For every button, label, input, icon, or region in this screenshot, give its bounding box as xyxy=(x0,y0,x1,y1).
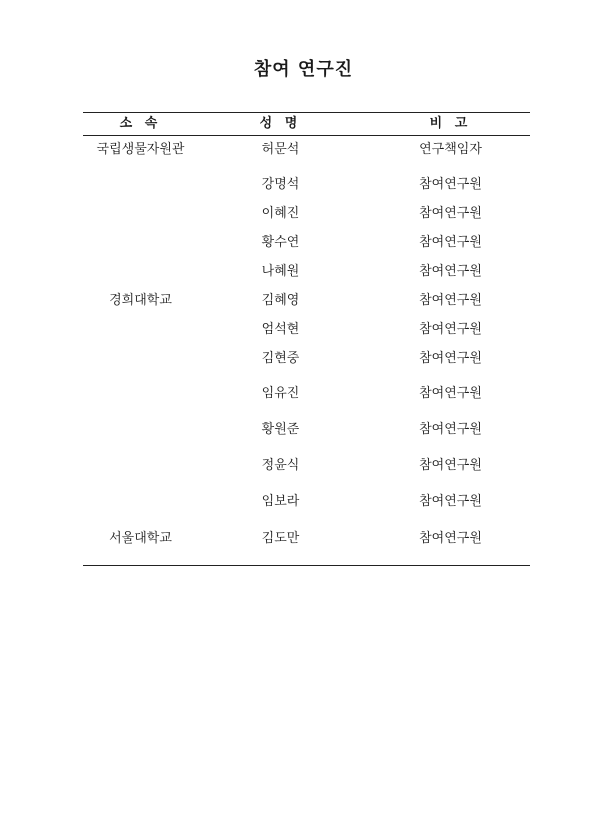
table-row xyxy=(83,287,530,316)
name-cell: 황수연 xyxy=(261,235,300,250)
name-cell: 김혜영 xyxy=(261,293,300,308)
researchers-table xyxy=(83,112,530,566)
affiliation-cell: 서울대학교 xyxy=(109,531,172,546)
table-row xyxy=(83,229,530,258)
name-cell: 엄석현 xyxy=(261,322,300,337)
name-cell: 임보라 xyxy=(261,494,300,509)
note-cell: 참여연구원 xyxy=(419,386,482,401)
note-cell: 참여연구원 xyxy=(419,293,482,308)
table-row xyxy=(83,258,530,287)
table-row xyxy=(83,521,530,565)
name-cell: 이혜진 xyxy=(261,206,300,221)
note-cell: 참여연구원 xyxy=(419,351,482,366)
name-cell: 김현중 xyxy=(261,351,300,366)
name-cell: 정윤식 xyxy=(261,458,300,473)
name-cell: 임유진 xyxy=(261,386,300,401)
note-cell: 참여연구원 xyxy=(419,422,482,437)
table-row xyxy=(83,377,530,413)
header-name: 성 명 xyxy=(259,116,302,131)
affiliation-cell: 국립생물자원관 xyxy=(96,142,185,157)
table-row xyxy=(83,200,530,229)
note-cell: 참여연구원 xyxy=(419,177,482,192)
table-header xyxy=(83,113,530,136)
name-cell: 나혜원 xyxy=(261,264,300,279)
header-affiliation: 소 속 xyxy=(119,116,162,131)
table-row xyxy=(83,136,530,171)
note-cell: 연구책임자 xyxy=(419,142,482,157)
header-note: 비 고 xyxy=(429,116,472,131)
name-cell: 허문석 xyxy=(261,142,300,157)
affiliation-cell: 경희대학교 xyxy=(109,293,172,308)
note-cell: 참여연구원 xyxy=(419,531,482,546)
table-row xyxy=(83,345,530,377)
table-row xyxy=(83,316,530,345)
name-cell: 김도만 xyxy=(261,531,300,546)
name-cell: 황원준 xyxy=(261,422,300,437)
table-row xyxy=(83,413,530,449)
table-row xyxy=(83,449,530,485)
note-cell: 참여연구원 xyxy=(419,206,482,221)
table-row xyxy=(83,171,530,200)
note-cell: 참여연구원 xyxy=(419,235,482,250)
page-title: 참여 연구진 xyxy=(253,59,354,80)
note-cell: 참여연구원 xyxy=(419,264,482,279)
note-cell: 참여연구원 xyxy=(419,322,482,337)
note-cell: 참여연구원 xyxy=(419,458,482,473)
table-row xyxy=(83,485,530,521)
note-cell: 참여연구원 xyxy=(419,494,482,509)
name-cell: 강명석 xyxy=(261,177,300,192)
